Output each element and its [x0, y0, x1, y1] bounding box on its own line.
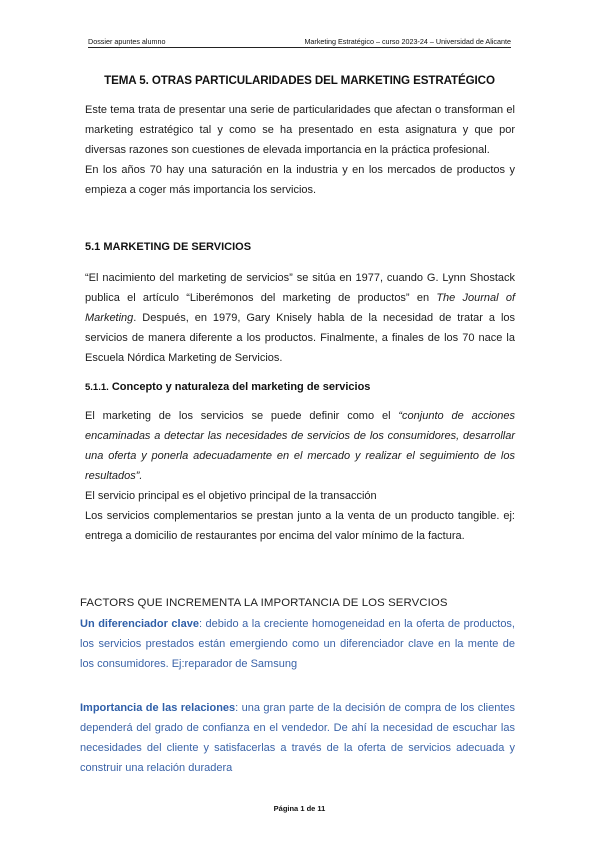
factor-1-paragraph — [80, 614, 515, 674]
section-5-1-1-number: 5.1.1. — [85, 382, 109, 393]
section-5-1-number: 5.1 — [85, 241, 101, 253]
page-title: TEMA 5. OTRAS PARTICULARIDADES DEL MARKETING ESTRATÉGICO — [104, 74, 495, 87]
header-rule — [88, 47, 511, 48]
section-5-1-1-title: Concepto y naturaleza del marketing de servicios — [111, 381, 371, 393]
history-text-start: “El nacimiento del marketing de servicios” se sitúa en 1977, cuando G. Lynn Shostack publica el artículo “Liberémonos del marketing de productos” en — [85, 272, 515, 304]
page-header — [88, 37, 511, 49]
definition-quote: “conjunto de acciones encaminadas a detectar las necesidades de servicios de los consumidores, desarrollar una oferta y ponerla adecuadamente en el mercado y realizar el seguimiento de los resultados”. — [85, 410, 515, 482]
section-5-1-1-body — [85, 406, 515, 546]
main-service-paragraph: El servicio principal es el objetivo principal de la transacción — [85, 490, 377, 502]
factor-1-text: : debido a la creciente homogeneidad en la oferta de productos, los servicios prestados están emergiendo como un diferenciador clave en la mente de los consumidores. Ej:reparador de Samsung — [80, 618, 515, 670]
page-number: Página 1 de 11 — [273, 804, 326, 813]
intro-paragraph-1: Este tema trata de presentar una serie de particularidades que afectan o transforman el marketing estratégico tal y como se ha presentado en esta asignatura y que por diversas razones son cuestiones de elevada importancia en la práctica profesional. — [85, 104, 515, 156]
definition-prefix: El marketing de los servicios se puede definir como el — [85, 410, 399, 422]
header-left-text: Dossier apuntes alumno — [88, 37, 166, 46]
factors-heading: FACTORS QUE INCREMENTA LA IMPORTANCIA DE LOS SERVCIOS — [80, 597, 448, 609]
factor-2-label: Importancia de las relaciones — [80, 702, 236, 714]
section-5-1-1-heading — [85, 381, 370, 393]
factor-2-text: : una gran parte de la decisión de compra de los clientes dependerá del grado de confianza en el vendedor. De ahí la necesidad de escuchar las necesidades del cliente y satisfacerlas a través de la oferta de servicios adecuada y construir una relación duradera — [80, 702, 515, 774]
section-5-1-paragraph — [85, 268, 515, 368]
factor-1-label: Un diferenciador clave — [80, 618, 199, 630]
intro-block — [85, 100, 515, 200]
history-text-end: . Después, en 1979, Gary Knisely habla de la necesidad de tratar a los servicios de manera diferente a los productos. Finalmente, a finales de los 70 nace la Escuela Nórdica Marketing de Servicios. — [85, 312, 515, 364]
intro-paragraph-2: En los años 70 hay una saturación en la industria y en los mercados de productos y empieza a coger más importancia los servicios. — [85, 164, 515, 196]
factor-differentiator — [80, 614, 515, 674]
complementary-services-paragraph: Los servicios complementarios se prestan junto a la venta de un producto tangible. ej: entrega a domicilio de restaurantes por encima del valor mínimo de la factura. — [85, 510, 515, 542]
section-5-1-body — [85, 268, 515, 368]
header-right-text: Marketing Estratégico – curso 2023-24 – Universidad de Alicante — [304, 37, 511, 46]
factor-relationships — [80, 698, 515, 778]
definition-paragraph — [85, 406, 515, 486]
section-5-1-heading — [85, 241, 251, 253]
section-5-1-title: MARKETING DE SERVICIOS — [103, 241, 252, 253]
factor-2-paragraph — [80, 698, 515, 778]
journal-name: The Journal of Marketing — [85, 292, 515, 324]
